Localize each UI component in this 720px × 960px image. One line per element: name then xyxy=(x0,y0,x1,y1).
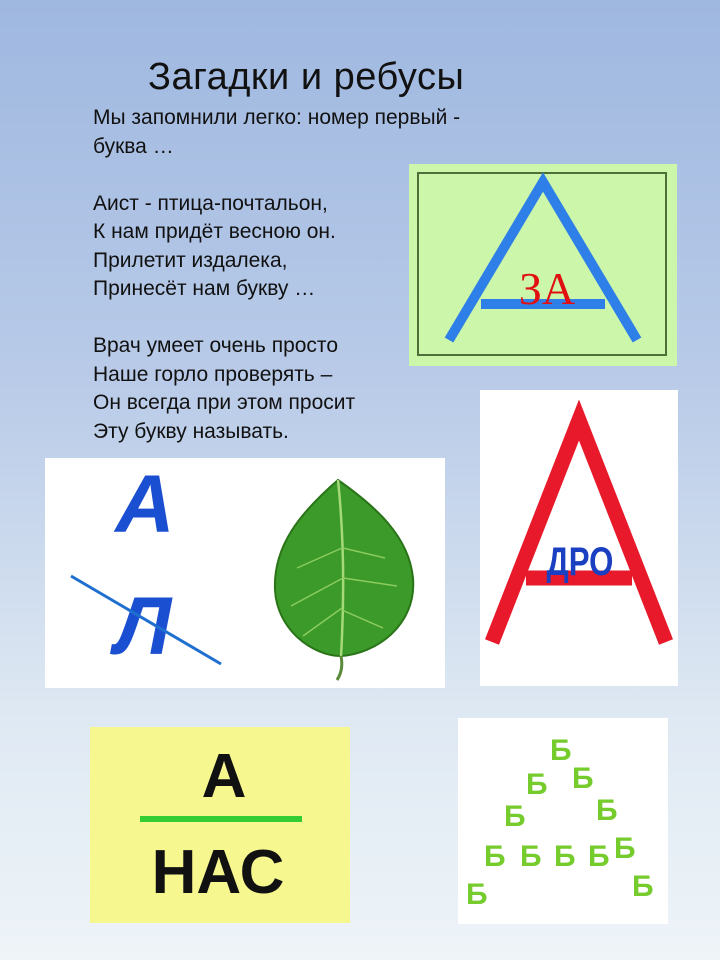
rebus-fraction-picture xyxy=(90,727,350,923)
fraction-numerator: А xyxy=(201,742,247,811)
fraction-denominator: НАС xyxy=(151,838,285,907)
rebus-letters-b-picture xyxy=(458,718,668,924)
letter-b: Б xyxy=(550,734,572,767)
blue-triangle-letter-a xyxy=(449,182,637,340)
poem-line: Он всегда при этом просит xyxy=(93,391,356,414)
letter-b: Б xyxy=(572,762,594,795)
poem-line: Врач умеет очень просто xyxy=(93,334,338,357)
letter-b: Б xyxy=(526,768,548,801)
poem-line: Мы запомнили легко: номер первый - xyxy=(93,106,461,129)
letter-b: Б xyxy=(484,840,506,873)
red-triangle-letter-a xyxy=(492,420,666,642)
rebus-za-picture xyxy=(409,164,677,366)
blue-letter-a: А xyxy=(115,459,175,550)
letter-b: Б xyxy=(632,870,654,903)
rebus-za-text: ЗА xyxy=(518,263,576,314)
blue-letter-l: Л xyxy=(114,581,172,672)
rebus-adro-picture xyxy=(480,390,678,686)
rebus-adro-text: ДРО xyxy=(546,539,614,584)
letter-b: Б xyxy=(466,878,488,911)
letter-b: Б xyxy=(588,840,610,873)
letter-b: Б xyxy=(596,794,618,827)
poem-line: Прилетит издалека, xyxy=(93,248,288,272)
poem-line: буква … xyxy=(93,134,174,158)
letter-b: Б xyxy=(504,800,526,833)
poem-line: Принесёт нам букву … xyxy=(93,277,316,300)
poem-line: К нам придёт весною он. xyxy=(93,220,336,243)
poem-line: Аист - птица-почтальон, xyxy=(93,191,328,215)
poem-line: Наше горло проверять – xyxy=(93,362,333,386)
letter-b: Б xyxy=(520,840,542,873)
page-title: Загадки и ребусы xyxy=(148,56,465,98)
rebus-leaf-picture xyxy=(45,458,445,688)
poem-line: Эту букву называть. xyxy=(93,419,289,443)
letter-b: Б xyxy=(554,840,576,873)
letter-b: Б xyxy=(614,832,636,865)
linden-leaf-icon xyxy=(275,480,413,680)
